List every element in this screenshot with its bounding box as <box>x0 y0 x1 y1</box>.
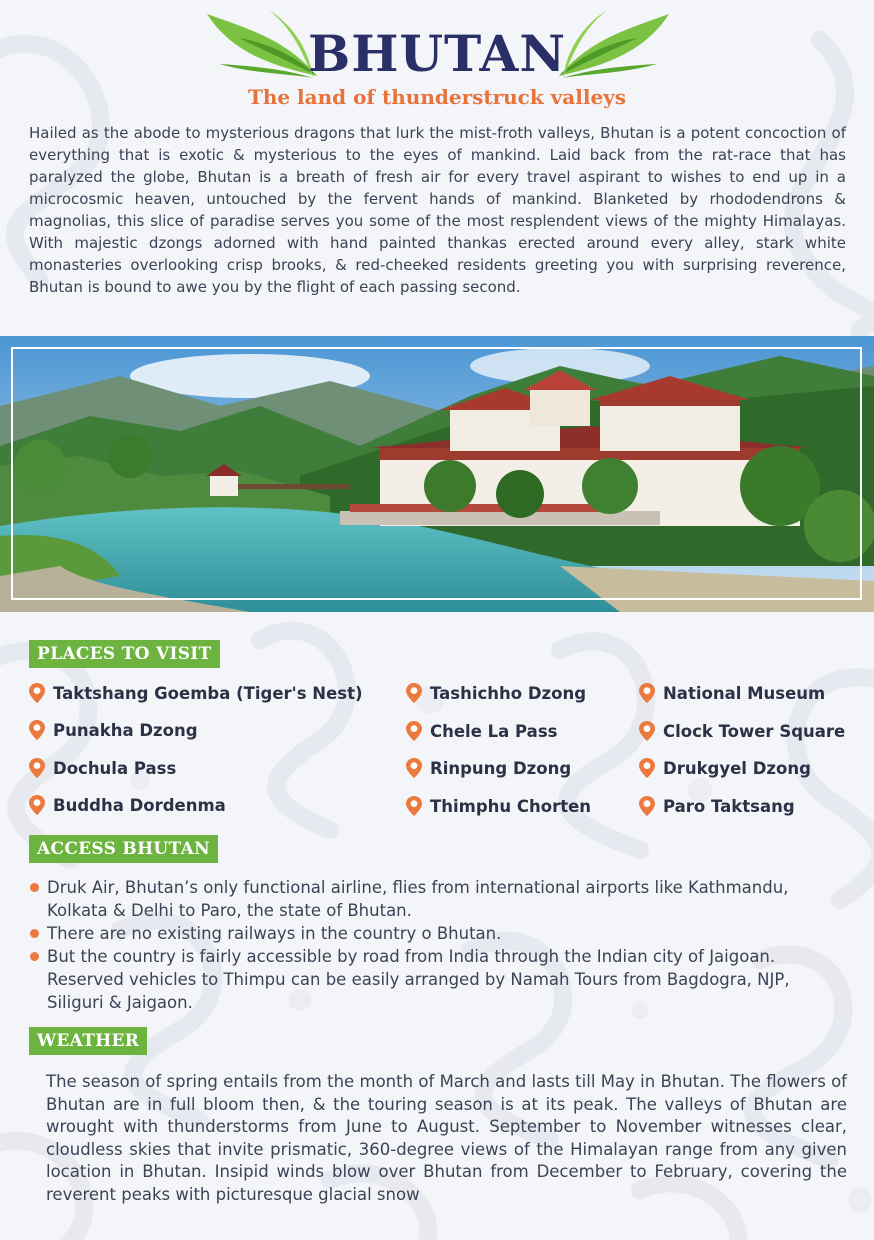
access-text: But the country is fairly accessible by road from India through the Indian city of Jaigoan. Reserved vehicles to Thimpu can be easily arranged by Namah Tours from Bagdogra, NJP, Siliguri & Jaigaon. <box>47 947 790 1012</box>
place-item <box>406 682 586 704</box>
place-item <box>406 720 557 742</box>
map-pin-icon <box>406 758 422 778</box>
access-list <box>29 876 847 1014</box>
list-item <box>29 945 847 1014</box>
map-pin-icon <box>406 721 422 741</box>
intro-paragraph: Hailed as the abode to mysterious dragons that lurk the mist-froth valleys, Bhutan is a potent concoction of everything that is exotic & mysterious to the eyes of mankind. Laid back from the rat-race that has paralyzed the globe, Bhutan is a breath of fresh air for every travel aspirant to wishes to end up in a microcosmic heaven, untouched by the fervent hands of mankind. Blanketed by rhododendrons & magnolias, this slice of paradise serves you some of the most resplendent views of the mighty Himalayas. With majestic dzongs adorned with hand painted thankas erected around every alley, stark white monasteries overlooking crisp brooks, & red-cheeked residents greeting you with surprising reverence, Bhutan is bound to awe you by the flight of each passing second. <box>29 124 846 296</box>
place-name: Drukgyel Dzong <box>663 758 811 778</box>
list-item <box>29 876 847 922</box>
place-item <box>639 720 845 742</box>
place-item <box>406 757 571 779</box>
place-name: Rinpung Dzong <box>430 758 572 778</box>
place-item <box>406 795 591 817</box>
header <box>0 0 874 120</box>
weather-paragraph: The season of spring entails from the month of March and lasts till May in Bhutan. The flowers of Bhutan are in full bloom then, & the touring season is at its peak. The valleys of Bhutan are wrought with thunderstorms from June to August. September to November witnesses clear, cloudless skies that invite prismatic, 360-degree views of the Himalayan range from any given location in Bhutan. Insipid winds blow over Bhutan from December to February, covering the reverent peaks with picturesque glacial snow <box>46 1072 847 1204</box>
map-pin-icon <box>639 758 655 778</box>
place-name: National Museum <box>663 683 826 703</box>
weather-heading: WEATHER <box>29 1027 147 1055</box>
page-subtitle: The land of thunderstruck valleys <box>247 85 627 109</box>
places-heading: PLACES TO VISIT <box>29 640 220 668</box>
access-text: Druk Air, Bhutan’s only functional airline, flies from international airports like Kathmandu, Kolkata & Delhi to Paro, the state of Bhutan. <box>47 878 789 920</box>
bullet-icon <box>30 952 39 961</box>
place-item <box>29 682 363 704</box>
place-name: Clock Tower Square <box>663 721 846 741</box>
place-item <box>639 682 825 704</box>
map-pin-icon <box>29 683 45 703</box>
page-title: BHUTAN <box>307 24 567 83</box>
place-name: Buddha Dordenma <box>53 795 226 815</box>
access-heading: ACCESS BHUTAN <box>29 835 218 863</box>
hero-frame <box>11 347 862 600</box>
place-name: Tashichho Dzong <box>430 683 587 703</box>
place-item <box>639 757 811 779</box>
map-pin-icon <box>406 683 422 703</box>
map-pin-icon <box>639 796 655 816</box>
list-item <box>29 922 847 945</box>
place-item <box>29 757 176 779</box>
place-item <box>29 719 198 741</box>
place-name: Taktshang Goemba (Tiger's Nest) <box>53 683 363 703</box>
map-pin-icon <box>29 795 45 815</box>
bullet-icon <box>30 929 39 938</box>
place-name: Chele La Pass <box>430 721 558 741</box>
map-pin-icon <box>29 720 45 740</box>
place-name: Paro Taktsang <box>663 796 795 816</box>
place-name: Thimphu Chorten <box>430 796 592 816</box>
map-pin-icon <box>29 758 45 778</box>
place-name: Punakha Dzong <box>53 720 198 740</box>
map-pin-icon <box>639 683 655 703</box>
map-pin-icon <box>406 796 422 816</box>
bullet-icon <box>30 883 39 892</box>
place-name: Dochula Pass <box>53 758 177 778</box>
place-item <box>29 794 226 816</box>
map-pin-icon <box>639 721 655 741</box>
place-item <box>639 795 795 817</box>
access-text: There are no existing railways in the country o Bhutan. <box>47 924 502 943</box>
